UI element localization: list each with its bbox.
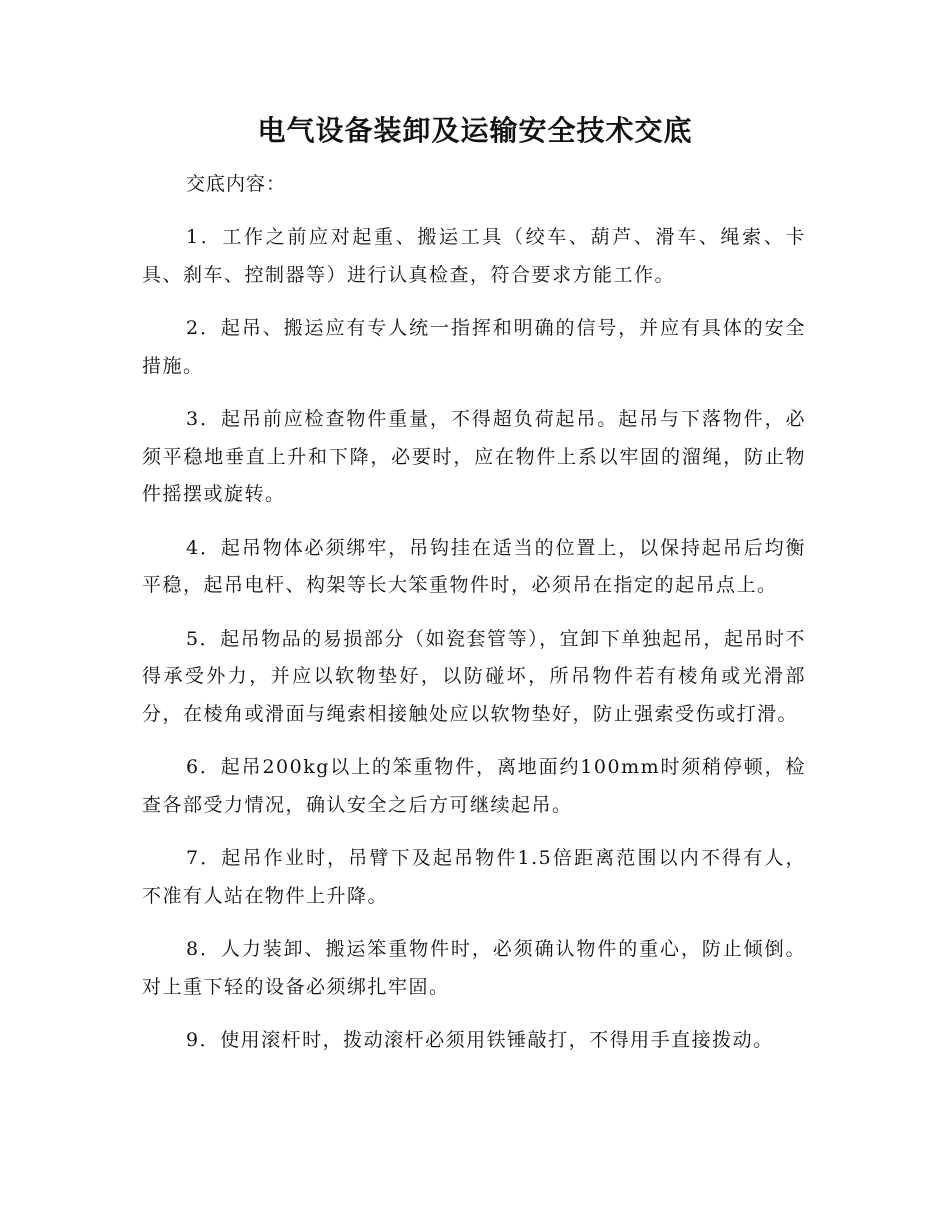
- document-title: 电气设备装卸及运输安全技术交底: [257, 114, 693, 147]
- list-item: 9．使用滚杆时，拨动滚杆必须用铁锤敲打，不得用手直接拨动。: [186, 1029, 774, 1051]
- list-item: 5．起吊物品的易损部分（如瓷套管等），宜卸下单独起吊，起吊时不得承受外力，并应以软物垫好，以防碰坏，所吊物件若有棱角或光滑部分，在棱角或滑面与绳索相接触处应以软物垫好，防止强索受伤或打滑。: [142, 627, 806, 725]
- list-item: 7．起吊作业时，吊臂下及起吊物件1.5倍距离范围以内不得有人，不准有人站在物件上升降。: [142, 847, 806, 907]
- item-list: [142, 219, 806, 1076]
- list-item: 1．工作之前应对起重、搬运工具（绞车、葫芦、滑车、绳索、卡具、刹车、控制器等）进行认真检查，符合要求方能工作。: [142, 226, 806, 286]
- list-item: 8．人力装卸、搬运笨重物件时，必须确认物件的重心，防止倾倒。对上重下轻的设备必须绑扎牢固。: [142, 938, 806, 998]
- list-item: 3．起吊前应检查物件重量，不得超负荷起吊。起吊与下落物件，必须平稳地垂直上升和下降，必要时，应在物件上系以牢固的溜绳，防止物件摇摆或旋转。: [142, 408, 806, 505]
- list-item: 2．起吊、搬运应有专人统一指挥和明确的信号，并应有具体的安全措施。: [142, 317, 806, 377]
- list-item: 4．起吊物体必须绑牢，吊钩挂在适当的位置上，以保持起吊后均衡平稳，起吊电杆、构架等长大笨重物件时，必须吊在指定的起吊点上。: [142, 536, 806, 596]
- list-item: 6．起吊200kg以上的笨重物件，离地面约100mm时须稍停顿，检查各部受力情况，确认安全之后方可继续起吊。: [142, 756, 806, 816]
- intro-label: 交底内容：: [186, 173, 287, 195]
